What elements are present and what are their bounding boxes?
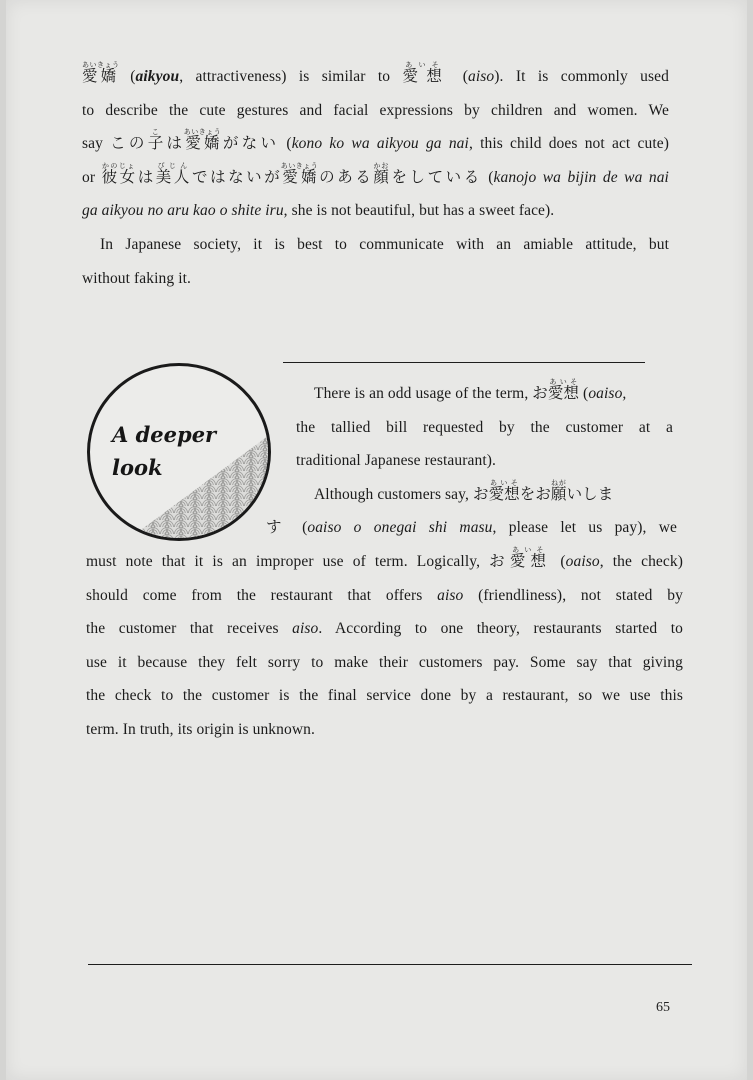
text-span: must note that it is an improper use of term. Logically, お xyxy=(86,553,510,570)
ruby-term xyxy=(547,378,580,402)
furigana: あいそ xyxy=(509,546,547,554)
kanji: 愛嬌 xyxy=(82,68,120,85)
ruby-term xyxy=(82,61,120,85)
text-span: , please let us pay), we xyxy=(492,519,677,536)
italic-term: oaiso, xyxy=(588,385,627,402)
ruby-term xyxy=(155,161,192,186)
text-span: がない ( xyxy=(219,135,292,153)
ruby-term xyxy=(147,128,167,153)
text-line: use it because they felt sorry to make their customers pay. Some say that giving xyxy=(86,653,683,671)
text-span: ではないが xyxy=(191,168,283,186)
text-line xyxy=(82,228,669,262)
text-line xyxy=(86,545,683,579)
ruby-term xyxy=(402,61,451,85)
text-span: say この xyxy=(82,135,148,153)
text-line: the check to the customer is the final service done by a restaurant, so we use this xyxy=(86,687,683,705)
ruby-term xyxy=(101,161,138,186)
kanji: 顔 xyxy=(373,168,392,186)
italic-term: aiso xyxy=(468,68,495,85)
section-top-rule xyxy=(283,362,645,363)
text-line: traditional Japanese restaurant). xyxy=(296,452,496,470)
kanji: 愛想 xyxy=(402,68,451,85)
kanji: 愛想 xyxy=(488,485,520,503)
kanji: 愛想 xyxy=(547,385,580,402)
text-line: the tallied bill requested by the customer at a xyxy=(296,418,673,436)
furigana: かお xyxy=(373,161,389,170)
kanji: 子 xyxy=(147,135,167,153)
ruby-term xyxy=(183,128,222,153)
text-span: , this child does not act cute) xyxy=(468,135,669,153)
text-line xyxy=(296,478,673,512)
furigana: あいきょう xyxy=(280,161,319,170)
deeper-text-side xyxy=(296,377,673,511)
ruby-term xyxy=(488,478,520,503)
furigana: あいきょう xyxy=(183,128,222,137)
text-line xyxy=(82,194,669,228)
furigana: あいそ xyxy=(488,478,520,487)
text-span: ( xyxy=(551,553,566,570)
kanji: 愛嬌 xyxy=(183,135,222,153)
italic-term: aiso xyxy=(437,586,464,604)
text-span: , she is not beautiful, but has a sweet face). xyxy=(283,202,555,220)
text-span: ( xyxy=(117,68,136,85)
text-line xyxy=(82,127,669,161)
text-span: は xyxy=(166,135,186,153)
deeper-text-line5 xyxy=(266,511,677,545)
text-span: をお xyxy=(519,485,551,503)
text-span: should come from the restaurant that offers xyxy=(86,586,438,604)
text-line xyxy=(86,579,683,613)
text-span: , the check) xyxy=(599,553,684,570)
text-line xyxy=(296,377,673,411)
text-line: term. In truth, its origin is unknown. xyxy=(86,720,315,738)
text-line: without faking it. xyxy=(82,269,191,287)
furigana: あいそ xyxy=(547,378,580,386)
text-span: をしている ( xyxy=(391,168,494,186)
text-span: In Japanese society, it is best to communicate with an amiable attitude, but xyxy=(100,235,669,253)
text-span: There is an odd usage of the term, お xyxy=(314,385,548,402)
text-span: . According to one theory, restaurants started to xyxy=(318,620,683,638)
badge-title xyxy=(112,418,216,484)
italic-term: kono ko wa aikyou ga nai xyxy=(291,135,469,153)
ruby-term xyxy=(373,161,392,186)
ruby-term xyxy=(509,546,552,570)
ruby-term xyxy=(280,161,319,186)
furigana: あいきょう xyxy=(82,61,120,69)
italic-term: oaiso o onegai shi masu xyxy=(307,519,493,536)
text-span: ( xyxy=(450,68,468,85)
furigana: ねが xyxy=(550,478,567,487)
deeper-look-badge xyxy=(87,363,271,541)
deeper-text-full xyxy=(86,545,683,747)
furigana: かのじょ xyxy=(101,161,136,170)
furigana: あいそ xyxy=(402,61,443,69)
ruby-term xyxy=(550,478,567,503)
section-bottom-rule xyxy=(88,964,692,965)
badge-title-line2: look xyxy=(112,455,163,480)
intro-text xyxy=(82,60,669,295)
text-line: to describe the cute gestures and facial expressions by children and women. We xyxy=(82,101,669,119)
text-span: or xyxy=(82,168,102,186)
kanji: 願 xyxy=(550,485,567,503)
text-span: す ( xyxy=(266,519,308,536)
furigana: こ xyxy=(147,128,164,137)
italic-term: aiso xyxy=(292,620,319,638)
text-span: ( xyxy=(579,385,589,402)
text-span: Although customers say, お xyxy=(314,485,489,503)
badge-title-line1: A deeper xyxy=(112,422,217,447)
page-number: 65 xyxy=(656,1000,670,1015)
text-span: the customer that receives xyxy=(86,620,293,638)
kanji: 彼女 xyxy=(101,168,138,186)
kanji: 愛想 xyxy=(509,553,552,570)
text-line xyxy=(86,612,683,646)
italic-term: aikyou xyxy=(135,68,180,85)
italic-term: oaiso xyxy=(565,553,600,570)
kanji: 愛嬌 xyxy=(280,168,319,186)
text-line xyxy=(82,161,669,195)
text-line xyxy=(82,60,669,94)
text-span: ). It is commonly used xyxy=(494,68,669,85)
text-span: , attractiveness) is similar to xyxy=(179,68,403,85)
text-span: いしま xyxy=(566,485,614,503)
italic-term: kanojo wa bijin de wa nai xyxy=(493,168,669,186)
text-line xyxy=(266,511,677,545)
text-span: のある xyxy=(316,168,374,186)
italic-term: ga aikyou no aru kao o shite iru xyxy=(82,202,284,220)
text-span: (friendliness), not stated by xyxy=(463,586,683,604)
furigana: びじん xyxy=(155,161,190,170)
text-span: は xyxy=(137,168,156,186)
kanji: 美人 xyxy=(155,168,192,186)
